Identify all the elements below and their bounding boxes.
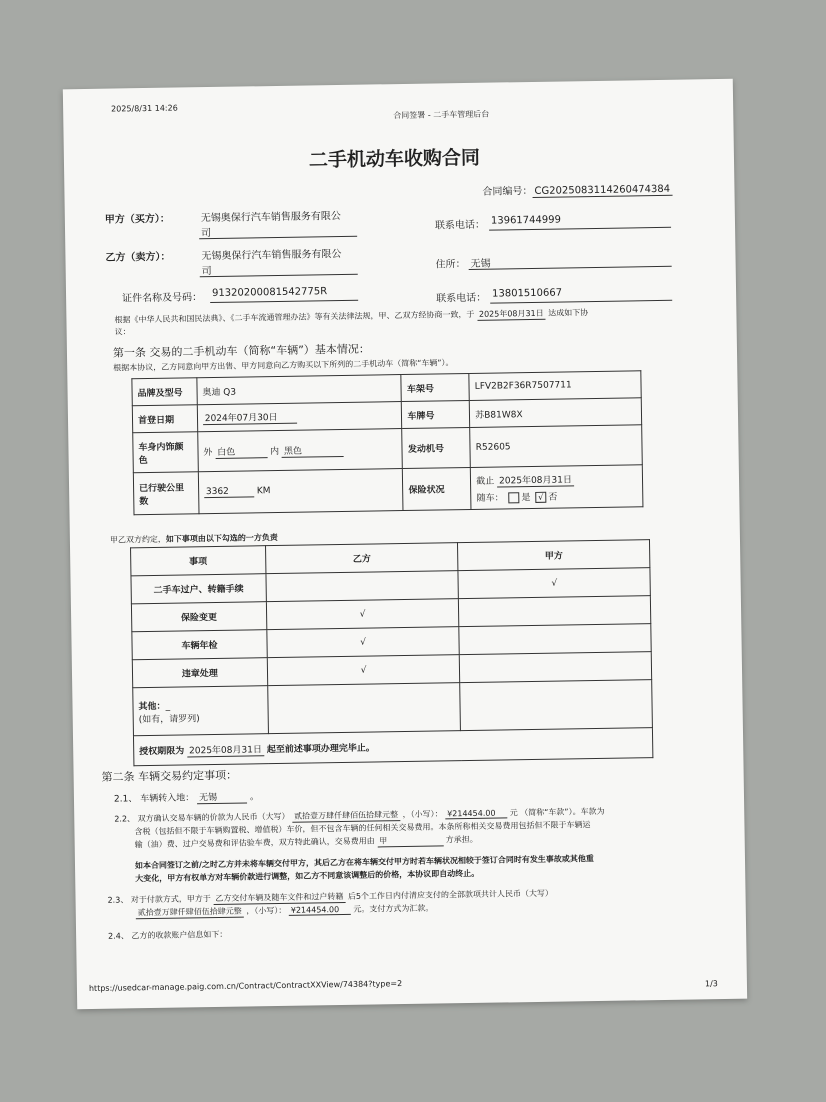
party-b-name-line1: 无锡奥保行汽车销售服务有限公	[201, 248, 342, 263]
reg-date-value: 2024年07月30日	[197, 402, 402, 432]
duty-a-mark	[460, 652, 652, 683]
insurance-value: 截止 2025年08月31日 随车： 是 √ 否	[471, 465, 643, 510]
clause-2-2-bold2: 大变化，甲方有权单方对车辆价款进行调整，如乙方不同意该调整后的价格，本协议即自动终止。	[135, 868, 480, 884]
duties-col-b: 乙方	[265, 543, 458, 574]
plate-value: 苏B81W8X	[469, 398, 641, 428]
duty-a-mark	[459, 596, 651, 627]
party-b-phone-label: 联系电话：	[436, 292, 487, 305]
party-b-label: 乙方（卖方）：	[105, 251, 171, 264]
engine-value: R52605	[470, 425, 642, 468]
mileage-label: 已行驶公里 数	[133, 472, 198, 515]
cert-label: 证件名称及号码：	[122, 292, 203, 305]
duties-col-a: 甲方	[458, 540, 650, 571]
party-a-phone: 13961744999	[490, 214, 562, 227]
duty-item: 保险变更	[131, 602, 266, 632]
clause-2-2-bold1: 如本合同签订之前/之时乙方并未将车辆交付甲方，其后乙方在将车辆交付甲方时若车辆状况相较于签订合同时有发生事故或其他重	[134, 854, 594, 871]
party-b-address: 无锡	[470, 258, 491, 270]
contract-page	[63, 79, 747, 1009]
duty-b-mark	[266, 571, 459, 602]
party-a-name-line1: 无锡奥保行汽车销售服务有限公	[200, 210, 341, 225]
article2-title: 第二条 车辆交易约定事项：	[101, 768, 238, 784]
duty-b-mark: √	[267, 655, 460, 686]
with-car-yes-checkbox	[508, 492, 519, 503]
duties-col-item: 事项	[131, 546, 266, 576]
print-datetime: 2025/8/31 14:26	[111, 103, 178, 114]
brand-value: 奥迪 Q3	[197, 375, 402, 405]
color-label: 车身内饰颜 色	[133, 432, 198, 473]
vin-label: 车架号	[401, 373, 469, 401]
insurance-label: 保险状况	[403, 467, 471, 510]
color-value: 外 白色 内 黑色	[198, 429, 403, 472]
clause-2-3-line2: 贰拾壹万肆仟肆佰伍拾肆元整 ，（小写）： ¥214454.00 元。支付方式为汇款。	[136, 903, 434, 920]
duty-b-mark: √	[267, 627, 460, 658]
duty-item: 违章处理	[132, 658, 267, 688]
engine-label: 发动机号	[402, 427, 470, 468]
contract-title: 二手机动车收购合同	[308, 146, 481, 172]
clause-2-3-line1: 2.3、 对于付款方式，甲方于 乙方交付车辆及随车文件和过户转籍 后5个工作日内付清应支付的全部款项共计人民币（大写）	[107, 888, 554, 905]
authorization-period: 授权期限为 2025年08月31日 起至前述事项办理完毕止。	[133, 728, 652, 766]
duty-b-mark: √	[266, 599, 459, 630]
reg-date-label: 首登日期	[132, 405, 197, 433]
vehicle-info-table	[131, 370, 643, 515]
plate-label: 车牌号	[402, 400, 470, 428]
print-header-title: 合同签署 - 二手车管理后台	[393, 109, 490, 121]
party-b-phone: 13801510667	[491, 287, 563, 300]
clause-2-4: 2.4、 乙方的收款账户信息如下：	[108, 929, 228, 941]
duty-item: 二手车过户、转籍手续	[131, 574, 266, 604]
party-a-label: 甲方（买方）：	[104, 213, 170, 226]
clause-2-2-line2: 含税（包括但不限于车辆购置税、增值税）车价，但不包含车辆的任何相关交易费用。本条所称相关交易费用包括但不限于车辆运	[134, 820, 591, 837]
duty-item: 车辆年检	[132, 630, 267, 660]
with-car-no-checkbox: √	[535, 491, 546, 502]
contract-number: 合同编号： CG2025083114260474384	[482, 180, 672, 199]
vin-value: LFV2B2F36R7507711	[469, 371, 641, 401]
agreement-intro: 甲乙双方约定，如下事项由以下勾选的一方负责	[109, 532, 278, 545]
duty-a-mark	[459, 624, 651, 655]
clause-2-2-line3: 输（油）费、过户交易费和评估验车费，双方特此确认，交易费用由 甲 方承担。	[134, 834, 478, 850]
mileage-value: 3362 KM	[198, 469, 403, 514]
party-b-address-label: 住所：	[435, 259, 466, 271]
article1-desc: 根据本协议，乙方同意向甲方出售、甲方同意向乙方购买以下所列的二手机动车（简称“车辆”）。	[113, 358, 454, 373]
party-a-phone-label: 联系电话：	[434, 219, 486, 232]
article1-title: 第一条 交易的二手机动车（简称“车辆”）基本情况：	[112, 342, 370, 360]
intro-line2: 议：	[114, 327, 131, 337]
clause-2-1: 2.1、 车辆转入地： 无锡 。	[114, 789, 259, 805]
clause-2-2-line1: 2.2、 双方确认交易车辆的价款为人民币（大写） 贰拾壹万肆仟肆佰伍拾肆元整 ，（小写）： ¥214454.00 元 （简称“车款”）。车款为	[114, 806, 605, 824]
footer-url: https://usedcar-manage.paig.com.cn/Contract/ContractXXView/74384?type=2	[88, 979, 403, 994]
duty-other: 其他：_ (如有，请罗列)	[133, 686, 268, 736]
cert-number: 91320200081542775R	[211, 286, 328, 299]
party-a-name-line2: 司	[201, 228, 212, 240]
brand-label: 品牌及型号	[132, 378, 197, 406]
party-b-name-line2: 司	[201, 266, 212, 278]
duties-table	[130, 539, 653, 766]
duty-a-mark: √	[458, 568, 650, 599]
intro-line1: 根据《中华人民共和国民法典》、《二手车流通管理办法》等有关法律法规，甲、乙双方经协商一致，于 2025年08月31日 达成如下协	[114, 308, 589, 325]
page-number: 1/3	[704, 979, 718, 989]
